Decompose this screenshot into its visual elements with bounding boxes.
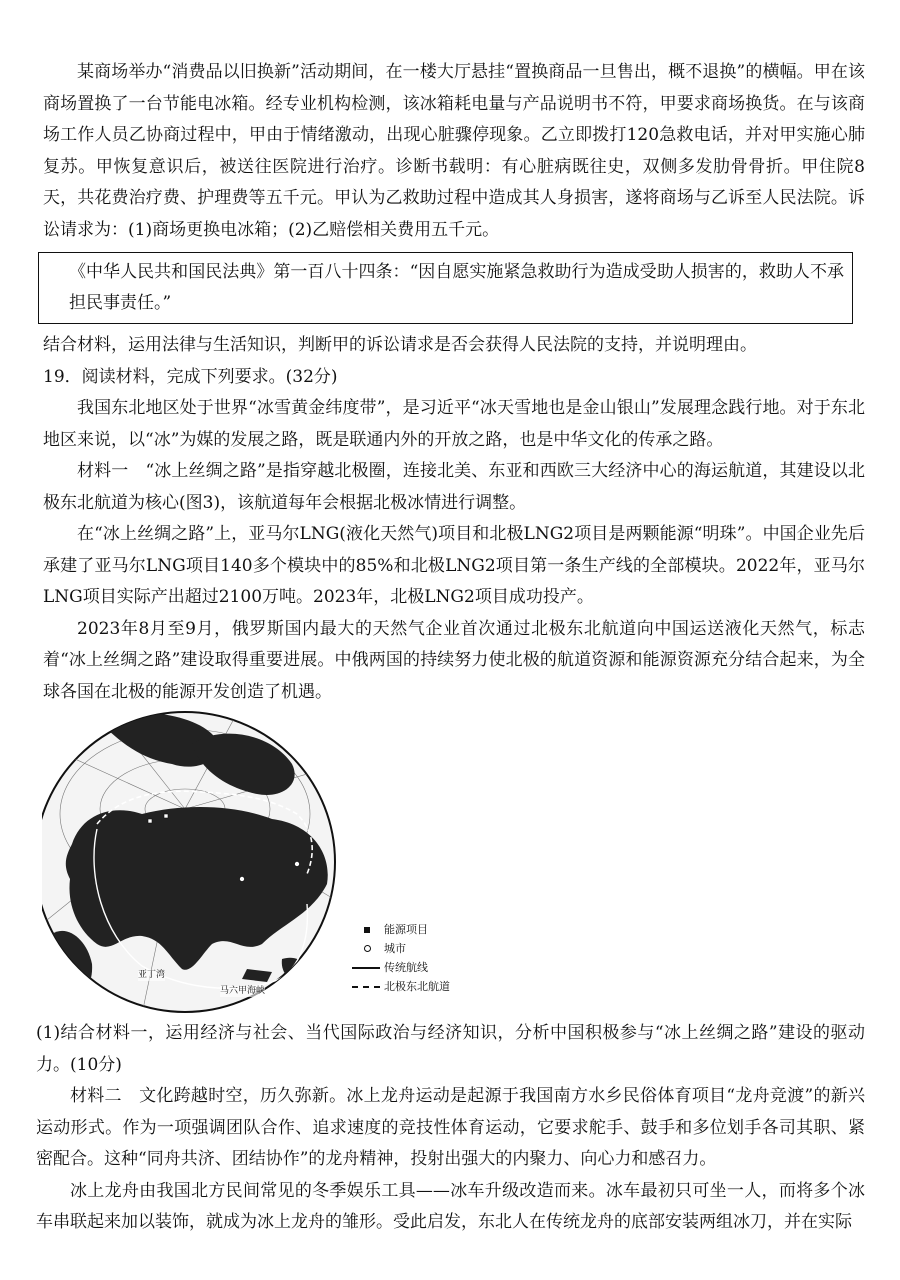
legend-northeast-route — [352, 977, 450, 996]
gulf-of-aden-label: 亚丁湾 — [138, 970, 166, 980]
map-legend — [352, 920, 450, 996]
legend-label: 能源项目 — [384, 923, 428, 936]
lng-paragraph: 在“冰上丝绸之路”上，亚马尔LNG(液化天然气)项目和北极LNG2项目是两颗能源“明珠”。中国企业先后承建了亚马尔LNG项目140多个模块中的85%和北极LNG2项目第一条生产线的全部模块。2022年，亚马尔LNG项目实际产出超过2100万吨。2023年，北极LNG2项目成功投产。 — [43, 524, 865, 607]
square-marker-icon — [364, 927, 370, 933]
legend-city — [352, 939, 450, 958]
solid-line-icon — [352, 967, 380, 969]
legend-energy-project — [352, 920, 450, 939]
legend-label: 北极东北航道 — [384, 980, 450, 993]
circle-marker-icon — [364, 945, 371, 952]
question-19-1-prompt: (1)结合材料一，运用经济与社会、当代国际政治与经济知识，分析中国积极参与“冰上丝绸之路”建设的驱动力。(10分) — [36, 1023, 865, 1075]
civil-code-quote-box — [38, 252, 853, 324]
material-2-paragraph: 材料二 文化跨越时空，历久弥新。冰上龙舟运动是起源于我国南方水乡民俗体育项目“龙舟竞渡”的新兴运动形式。作为一项强调团队合作、追求速度的竞技性体育运动，它要求舵手、鼓手和多位划手各司其职、紧密配合。这种“同舟共济、团结协作”的龙舟精神，投射出强大的内聚力、向心力和感召力。 — [36, 1086, 865, 1169]
ice-dragon-boat-paragraph: 冰上龙舟由我国北方民间常见的冬季娱乐工具——冰车升级改造而来。冰车最初只可坐一人，而将多个冰车串联起来加以装饰，就成为冰上龙舟的雏形。受此启发，东北人在传统龙舟的底部安装两组冰刀，并在实际 — [36, 1180, 865, 1232]
legend-label: 城市 — [384, 942, 406, 955]
civil-code-quote: 《中华人民共和国民法典》第一百八十四条：“因自愿实施紧急救助行为造成受助人损害的，救助人不承担民事责任。” — [69, 262, 844, 313]
question-18-material — [43, 57, 865, 708]
strait-of-malacca-label: 马六甲海峡 — [220, 986, 266, 996]
legend-traditional-route — [352, 958, 450, 977]
question-19-header: 19．阅读材料，完成下列要求。(32分) — [43, 366, 338, 387]
question-18-prompt: 结合材料，运用法律与生活知识，判断甲的诉讼请求是否会获得人民法院的支持，并说明理由。 — [43, 335, 757, 355]
shipping-paragraph: 2023年8月至9月，俄罗斯国内最大的天然气企业首次通过北极东北航道向中国运送液化天然气，标志着“冰上丝绸之路”建设取得重要进展。中俄两国的持续努力使北极的航道资源和能源资源充分结合起来，为全球各国在北极的能源开发创造了机遇。 — [43, 618, 865, 702]
q19-intro-paragraph: 我国东北地区处于世界“冰雪黄金纬度带”，是习近平“冰天雪地也是金山银山”发展理念践行地。对于东北地区来说，以“冰”为媒的发展之路，既是联通内外的开放之路，也是中华文化的传承之路。 — [43, 398, 865, 450]
legend-label: 传统航线 — [384, 961, 428, 974]
dashed-line-icon — [352, 986, 380, 988]
case-paragraph: 某商场举办“消费品以旧换新”活动期间，在一楼大厅悬挂“置换商品一旦售出，概不退换”的横幅。甲在该商场置换了一台节能电冰箱。经专业机构检测，该冰箱耗电量与产品说明书不符，甲要求商场换货。在与该商场工作人员乙协商过程中，甲由于情绪激动，出现心脏骤停现象。乙立即拨打120急救电话，并对甲实施心肺复苏。甲恢复意识后，被送往医院进行治疗。诊断书载明：有心脏病既往史，双侧多发肋骨骨折。甲住院8天，共花费治疗费、护理费等五千元。甲认为乙救助过程中造成其人身损害，遂将商场与乙诉至人民法院。诉讼请求为：(1)商场更换电冰箱；(2)乙赔偿相关费用五千元。 — [43, 62, 865, 240]
question-19-continued — [36, 1018, 865, 1239]
material-1-paragraph: 材料一 “冰上丝绸之路”是指穿越北极圈，连接北美、东亚和西欧三大经济中心的海运航道，其建设以北极东北航道为核心(图3)，该航道每年会根据北极冰情进行调整。 — [43, 461, 865, 513]
